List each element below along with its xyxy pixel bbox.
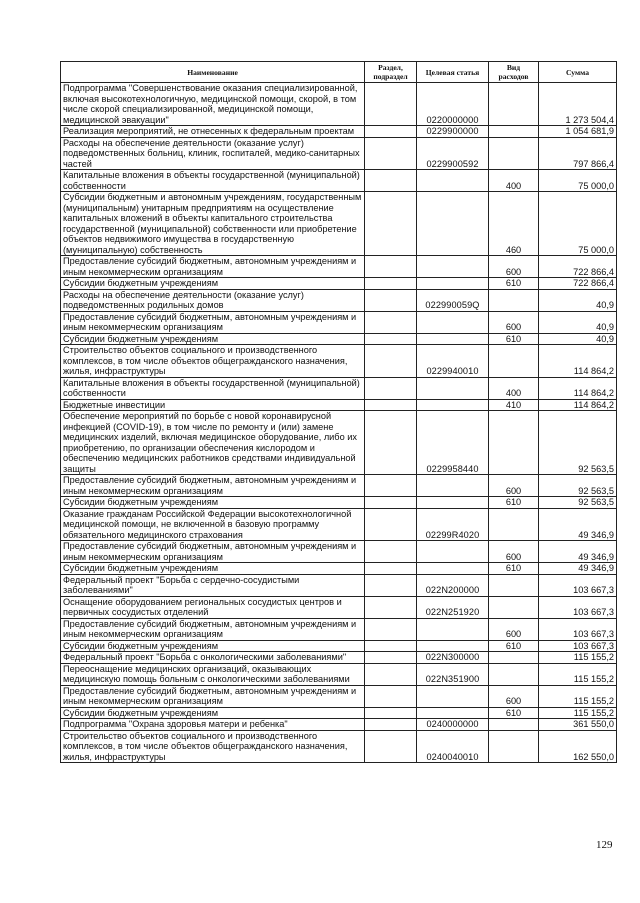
cell-sum: 92 563,5 bbox=[539, 497, 617, 509]
cell-target: 022N351900 bbox=[417, 663, 489, 685]
table-row bbox=[61, 83, 617, 126]
table-row bbox=[61, 289, 617, 311]
table-row bbox=[61, 685, 617, 707]
cell-type bbox=[489, 83, 539, 126]
cell-section bbox=[365, 399, 417, 411]
cell-sum: 114 864,2 bbox=[539, 377, 617, 399]
cell-name: Субсидии бюджетным учреждениям bbox=[61, 707, 365, 719]
table-row bbox=[61, 596, 617, 618]
table-row bbox=[61, 618, 617, 640]
cell-section bbox=[365, 497, 417, 509]
table-row bbox=[61, 663, 617, 685]
cell-name: Подпрограмма "Охрана здоровья матери и ребенка" bbox=[61, 719, 365, 731]
cell-section bbox=[365, 574, 417, 596]
cell-section bbox=[365, 707, 417, 719]
cell-type: 600 bbox=[489, 256, 539, 278]
header-section: Раздел, подраздел bbox=[365, 62, 417, 83]
table-row bbox=[61, 508, 617, 541]
cell-section bbox=[365, 345, 417, 378]
cell-sum: 722 866,4 bbox=[539, 256, 617, 278]
cell-type bbox=[489, 652, 539, 664]
cell-target: 022990059Q bbox=[417, 289, 489, 311]
table-header-row bbox=[61, 62, 617, 83]
cell-name: Расходы на обеспечение деятельности (оказание услуг) подведомственных родильных домов bbox=[61, 289, 365, 311]
cell-sum: 103 667,3 bbox=[539, 640, 617, 652]
cell-section bbox=[365, 126, 417, 138]
cell-sum: 114 864,2 bbox=[539, 399, 617, 411]
cell-type: 400 bbox=[489, 170, 539, 192]
cell-name: Федеральный проект "Борьба с онкологическими заболеваниями" bbox=[61, 652, 365, 664]
cell-sum: 115 155,2 bbox=[539, 652, 617, 664]
cell-target bbox=[417, 399, 489, 411]
cell-sum: 103 667,3 bbox=[539, 596, 617, 618]
cell-target: 0240040010 bbox=[417, 730, 489, 763]
cell-sum: 49 346,9 bbox=[539, 541, 617, 563]
table-row bbox=[61, 399, 617, 411]
cell-section bbox=[365, 719, 417, 731]
cell-section bbox=[365, 618, 417, 640]
cell-section bbox=[365, 170, 417, 192]
cell-type: 610 bbox=[489, 640, 539, 652]
cell-section bbox=[365, 311, 417, 333]
cell-target bbox=[417, 192, 489, 256]
cell-sum: 361 550,0 bbox=[539, 719, 617, 731]
cell-type: 600 bbox=[489, 475, 539, 497]
cell-target: 0220000000 bbox=[417, 83, 489, 126]
cell-section bbox=[365, 685, 417, 707]
cell-target: 0229900592 bbox=[417, 137, 489, 170]
cell-sum: 92 563,5 bbox=[539, 475, 617, 497]
cell-type: 610 bbox=[489, 497, 539, 509]
cell-sum: 115 155,2 bbox=[539, 707, 617, 719]
cell-section bbox=[365, 663, 417, 685]
cell-sum: 40,9 bbox=[539, 289, 617, 311]
cell-target bbox=[417, 278, 489, 290]
cell-type: 400 bbox=[489, 377, 539, 399]
cell-name: Субсидии бюджетным и автономным учреждениям, государственным (муниципальным) унитарным предприятиям на осуществление капитальных вложений в объекты капитального строительства государственной (муниципальной) собственности или приобретение объектов недвижимого имущества в государственную (муниципальную) собственность bbox=[61, 192, 365, 256]
cell-name: Предоставление субсидий бюджетным, автономным учреждениям и иным некоммерческим организациям bbox=[61, 541, 365, 563]
budget-table bbox=[60, 61, 617, 763]
table-row bbox=[61, 475, 617, 497]
cell-section bbox=[365, 137, 417, 170]
cell-name: Оснащение оборудованием региональных сосудистых центров и первичных сосудистых отделений bbox=[61, 596, 365, 618]
cell-type bbox=[489, 596, 539, 618]
cell-sum: 115 155,2 bbox=[539, 685, 617, 707]
cell-type bbox=[489, 508, 539, 541]
cell-target: 0240000000 bbox=[417, 719, 489, 731]
cell-type: 410 bbox=[489, 399, 539, 411]
cell-name: Предоставление субсидий бюджетным, автономным учреждениям и иным некоммерческим организациям bbox=[61, 256, 365, 278]
cell-section bbox=[365, 563, 417, 575]
cell-section bbox=[365, 640, 417, 652]
cell-sum: 162 550,0 bbox=[539, 730, 617, 763]
cell-type: 600 bbox=[489, 541, 539, 563]
cell-name: Капитальные вложения в объекты государственной (муниципальной) собственности bbox=[61, 170, 365, 192]
cell-name: Предоставление субсидий бюджетным, автономным учреждениям и иным некоммерческим организациям bbox=[61, 311, 365, 333]
cell-name: Субсидии бюджетным учреждениям bbox=[61, 278, 365, 290]
cell-target bbox=[417, 256, 489, 278]
cell-sum: 722 866,4 bbox=[539, 278, 617, 290]
cell-name: Обеспечение мероприятий по борьбе с новой коронавирусной инфекцией (COVID-19), в том числе по ремонту и (или) замене медицинских изделий, включая медицинское оборудование, либо их приобретению, по организации обеспечения кислородом и обеспечению медицинских работников средствами индивидуальной защиты bbox=[61, 411, 365, 475]
cell-type bbox=[489, 345, 539, 378]
header-type: Вид расходов bbox=[489, 62, 539, 83]
cell-type bbox=[489, 411, 539, 475]
cell-sum: 40,9 bbox=[539, 333, 617, 345]
table-row bbox=[61, 256, 617, 278]
cell-section bbox=[365, 730, 417, 763]
cell-section bbox=[365, 411, 417, 475]
cell-type: 610 bbox=[489, 333, 539, 345]
cell-target: 0229958440 bbox=[417, 411, 489, 475]
cell-sum: 114 864,2 bbox=[539, 345, 617, 378]
table-row bbox=[61, 719, 617, 731]
cell-target bbox=[417, 475, 489, 497]
cell-name: Субсидии бюджетным учреждениям bbox=[61, 563, 365, 575]
cell-target bbox=[417, 563, 489, 575]
cell-section bbox=[365, 289, 417, 311]
cell-name: Подпрограмма "Совершенствование оказания специализированной, включая высокотехнологичную, медицинской помощи, скорой, в том числе скорой специализированной, медицинской помощи, медицинской эвакуации" bbox=[61, 83, 365, 126]
cell-target bbox=[417, 707, 489, 719]
cell-target bbox=[417, 497, 489, 509]
table-row bbox=[61, 563, 617, 575]
table-row bbox=[61, 170, 617, 192]
cell-name: Предоставление субсидий бюджетным, автономным учреждениям и иным некоммерческим организациям bbox=[61, 475, 365, 497]
cell-section bbox=[365, 192, 417, 256]
cell-type: 460 bbox=[489, 192, 539, 256]
cell-type bbox=[489, 126, 539, 138]
table-row bbox=[61, 137, 617, 170]
cell-section bbox=[365, 256, 417, 278]
table-row bbox=[61, 730, 617, 763]
cell-type: 610 bbox=[489, 563, 539, 575]
cell-type bbox=[489, 574, 539, 596]
cell-target: 0229900000 bbox=[417, 126, 489, 138]
cell-sum: 92 563,5 bbox=[539, 411, 617, 475]
cell-name: Субсидии бюджетным учреждениям bbox=[61, 333, 365, 345]
cell-type bbox=[489, 719, 539, 731]
cell-section bbox=[365, 83, 417, 126]
table-row bbox=[61, 192, 617, 256]
cell-type: 600 bbox=[489, 618, 539, 640]
cell-target: 0229940010 bbox=[417, 345, 489, 378]
cell-target bbox=[417, 640, 489, 652]
table-row bbox=[61, 707, 617, 719]
table-row bbox=[61, 541, 617, 563]
table-row bbox=[61, 640, 617, 652]
cell-name: Капитальные вложения в объекты государственной (муниципальной) собственности bbox=[61, 377, 365, 399]
cell-section bbox=[365, 596, 417, 618]
cell-name: Переоснащение медицинских организаций, оказывающих медицинскую помощь больным с онкологическими заболеваниями bbox=[61, 663, 365, 685]
header-sum: Сумма bbox=[539, 62, 617, 83]
table-row bbox=[61, 345, 617, 378]
cell-sum: 49 346,9 bbox=[539, 508, 617, 541]
table-row bbox=[61, 574, 617, 596]
cell-section bbox=[365, 333, 417, 345]
table-row bbox=[61, 333, 617, 345]
cell-target bbox=[417, 541, 489, 563]
cell-section bbox=[365, 377, 417, 399]
cell-target: 02299R4020 bbox=[417, 508, 489, 541]
cell-target: 022N300000 bbox=[417, 652, 489, 664]
table-row bbox=[61, 278, 617, 290]
cell-type bbox=[489, 663, 539, 685]
cell-type bbox=[489, 289, 539, 311]
table-row bbox=[61, 652, 617, 664]
cell-section bbox=[365, 508, 417, 541]
cell-name: Бюджетные инвестиции bbox=[61, 399, 365, 411]
table-row bbox=[61, 497, 617, 509]
cell-type: 600 bbox=[489, 311, 539, 333]
cell-type: 610 bbox=[489, 707, 539, 719]
cell-sum: 40,9 bbox=[539, 311, 617, 333]
cell-section bbox=[365, 475, 417, 497]
cell-name: Субсидии бюджетным учреждениям bbox=[61, 497, 365, 509]
cell-target bbox=[417, 311, 489, 333]
cell-sum: 49 346,9 bbox=[539, 563, 617, 575]
cell-sum: 797 866,4 bbox=[539, 137, 617, 170]
cell-type: 600 bbox=[489, 685, 539, 707]
table-row bbox=[61, 126, 617, 138]
table-row bbox=[61, 377, 617, 399]
table-body bbox=[61, 83, 617, 763]
cell-type bbox=[489, 137, 539, 170]
cell-name: Субсидии бюджетным учреждениям bbox=[61, 640, 365, 652]
cell-sum: 103 667,3 bbox=[539, 574, 617, 596]
cell-sum: 103 667,3 bbox=[539, 618, 617, 640]
cell-sum: 75 000,0 bbox=[539, 170, 617, 192]
cell-section bbox=[365, 278, 417, 290]
cell-target bbox=[417, 618, 489, 640]
cell-type: 610 bbox=[489, 278, 539, 290]
cell-sum: 115 155,2 bbox=[539, 663, 617, 685]
cell-type bbox=[489, 730, 539, 763]
header-name: Наименование bbox=[61, 62, 365, 83]
cell-sum: 75 000,0 bbox=[539, 192, 617, 256]
cell-section bbox=[365, 652, 417, 664]
cell-target bbox=[417, 170, 489, 192]
cell-name: Строительство объектов социального и производственного комплексов, в том числе объектов общегражданского назначения, жилья, инфраструктуры bbox=[61, 730, 365, 763]
cell-target bbox=[417, 333, 489, 345]
cell-name: Реализация мероприятий, не отнесенных к федеральным проектам bbox=[61, 126, 365, 138]
cell-target: 022N251920 bbox=[417, 596, 489, 618]
cell-sum: 1 054 681,9 bbox=[539, 126, 617, 138]
cell-name: Предоставление субсидий бюджетным, автономным учреждениям и иным некоммерческим организациям bbox=[61, 685, 365, 707]
cell-name: Расходы на обеспечение деятельности (оказание услуг) подведомственных больниц, клиник, госпиталей, медико-санитарных частей bbox=[61, 137, 365, 170]
cell-name: Оказание гражданам Российской Федерации высокотехнологичной медицинской помощи, не включенной в базовую программу обязательного медицинского страхования bbox=[61, 508, 365, 541]
table-row bbox=[61, 311, 617, 333]
cell-name: Федеральный проект "Борьба с сердечно-сосудистыми заболеваниями" bbox=[61, 574, 365, 596]
page-number: 129 bbox=[596, 839, 613, 851]
cell-target: 022N200000 bbox=[417, 574, 489, 596]
cell-sum: 1 273 504,4 bbox=[539, 83, 617, 126]
cell-name: Предоставление субсидий бюджетным, автономным учреждениям и иным некоммерческим организациям bbox=[61, 618, 365, 640]
header-target: Целевая статья bbox=[417, 62, 489, 83]
table-row bbox=[61, 411, 617, 475]
cell-section bbox=[365, 541, 417, 563]
cell-target bbox=[417, 685, 489, 707]
cell-target bbox=[417, 377, 489, 399]
cell-name: Строительство объектов социального и производственного комплексов, в том числе объектов общегражданского назначения, жилья, инфраструктуры bbox=[61, 345, 365, 378]
